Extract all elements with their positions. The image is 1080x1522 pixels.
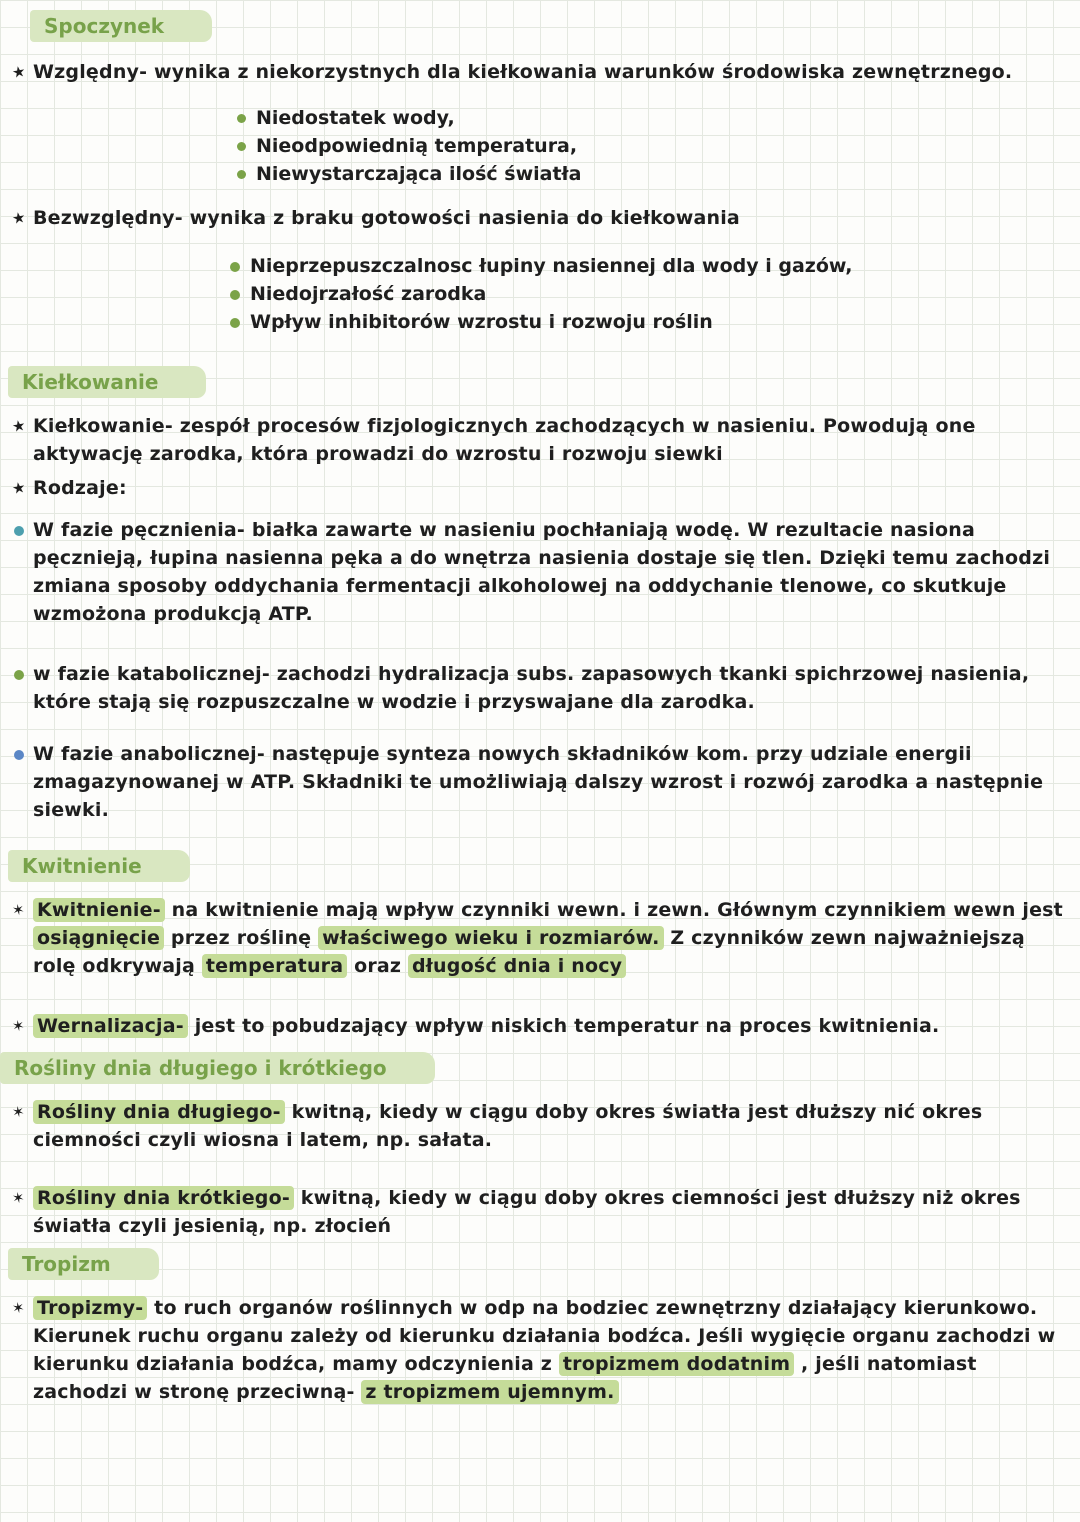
text-segment: Rodzaje: [33,477,127,499]
section-title: Kiełkowanie [8,366,206,398]
sub-bullet-item [237,160,1080,188]
sub-bullet-item [230,280,1080,308]
text-segment: kwitną, kiedy w ciągu doby okres ciemności jest dłuższy niż okres światła czyli jesienią, np. złocień [33,1187,1021,1237]
bullet-column [0,412,33,440]
text-segment: w fazie katabolicznej- zachodzi hydralizacja subs. zapasowych tkanki spichrzowej nasienia, które stają się rozpuszczalne w wodzie i przyswajane dla zarodka. [33,663,1030,713]
text-segment: , jeśli natomiast zachodzi w stronę przeciwną- [33,1353,977,1403]
bullet-column [0,516,33,540]
note-text [33,1294,1080,1406]
star-icon: ✶ [10,1102,27,1122]
highlighted-text: tropizmem dodatnim [559,1352,794,1376]
highlighted-text: Tropizmy- [33,1296,147,1320]
note-text [33,896,1080,980]
highlighted-text: z tropizmem ujemnym. [361,1380,618,1404]
note-item-faza-kataboliczna [0,660,1080,716]
note-item-rosliny-dnia-dlugiego [0,1098,1080,1154]
note-item-rodzaje [0,474,1080,502]
sub-bullet-text: Nieodpowiednią temperatura, [256,135,578,157]
section-title: Tropizm [8,1248,159,1280]
note-text [33,516,1080,628]
dot-icon [230,290,240,300]
note-item-kielkowanie [0,412,1080,468]
sub-bullet-text: Wpływ inhibitorów wzrostu i rozwoju roślin [250,311,713,333]
note-text [33,204,1080,232]
section-header-kwitnienie [8,850,1080,882]
text-segment: to ruch organów roślinnych w odp na bodziec zewnętrzny działający kierunkowo. Kierunek ruchu organu zależy od kierunku działania bodźca. Jeśli wygięcie organu zachodzi w kierunku działania bodźca, mamy odczynienia z [33,1297,1056,1375]
note-item-wzgledny [0,58,1080,86]
dot-icon [14,526,24,536]
bullet-column [0,1098,33,1126]
highlighted-text: Rośliny dnia krótkiego- [33,1186,294,1210]
dot-icon [230,262,240,272]
highlighted-text: temperatura [202,954,347,978]
bullet-column [0,660,33,684]
text-segment: jest to pobudzający wpływ niskich temperatur na proces kwitnienia. [187,1015,940,1037]
note-item-faza-pecznienia [0,516,1080,628]
note-text [33,58,1080,86]
note-item-tropizmy [0,1294,1080,1406]
section-title: Spoczynek [30,10,212,42]
dot-icon [14,670,24,680]
bullet-column [0,474,33,502]
note-item-kwitnienie [0,896,1080,980]
text-segment: W fazie anabolicznej- następuje synteza nowych składników kom. przy udziale energii zmagazynowanej w ATP. Składniki te umożliwiają dalszy wzrost i rozwój zarodka a następnie siewki. [33,743,1044,821]
text-segment: oraz [347,955,408,977]
highlighted-text: Kwitnienie- [33,898,165,922]
text-segment: Z czynników zewn najważniejszą rolę odkrywają [33,927,1025,977]
star-icon: ★ [10,415,27,437]
star-icon: ✶ [10,1298,27,1318]
section-header-kielkowanie [8,366,1080,398]
bullet-column [0,740,33,764]
bullet-column [0,896,33,924]
star-icon: ★ [10,61,27,83]
note-text [33,1184,1080,1240]
sub-bullet-item [230,308,1080,336]
note-item-bezwzgledny [0,204,1080,232]
sub-bullet-text: Niedojrzałość zarodka [250,283,487,305]
sub-bullet-item [237,104,1080,132]
text-segment: na kwitnienie mają wpływ czynniki wewn. i zewn. Głównym czynnikiem wewn jest [164,899,1063,921]
section-header-tropizm [8,1248,1080,1280]
note-text [33,412,1080,468]
dot-icon [237,114,246,123]
star-icon: ★ [10,477,27,499]
highlighted-text: właściwego wieku i rozmiarów. [318,926,663,950]
note-text [33,474,1080,502]
note-item-faza-anaboliczna [0,740,1080,824]
highlighted-text: osiągnięcie [33,926,164,950]
note-item-rosliny-dnia-krotkiego [0,1184,1080,1240]
dot-icon [237,170,246,179]
bullet-column [0,1294,33,1322]
star-icon: ✶ [10,900,27,920]
sub-bullet-list [230,252,1080,336]
bullet-column [0,1012,33,1040]
bullet-column [0,204,33,232]
note-item-wernalizacja [0,1012,1080,1040]
star-icon: ★ [10,207,27,229]
text-segment: Względny- wynika z niekorzystnych dla kiełkowania warunków środowiska zewnętrznego. [33,61,1013,83]
dot-icon [14,750,24,760]
dot-icon [230,318,240,328]
sub-bullet-item [230,252,1080,280]
note-text [33,1098,1080,1154]
bullet-column [0,58,33,86]
section-title: Rośliny dnia długiego i krótkiego [0,1052,435,1084]
note-text [33,660,1080,716]
note-text [33,740,1080,824]
bullet-column [0,1184,33,1212]
highlighted-text: długość dnia i nocy [408,954,626,978]
highlighted-text: Rośliny dnia długiego- [33,1100,285,1124]
sub-bullet-text: Niedostatek wody, [256,107,455,129]
section-header-rosliny [0,1052,1080,1084]
sub-bullet-text: Niewystarczająca ilość światła [256,163,582,185]
text-segment: Kiełkowanie- zespół procesów fizjologicznych zachodzących w nasieniu. Powodują one aktywację zarodka, która prowadzi do wzrostu i rozwoju siewki [33,415,976,465]
sub-bullet-list [237,104,1080,188]
text-segment: przez roślinę [164,927,319,949]
text-segment: kwitną, kiedy w ciągu doby okres światła jest dłuższy nić okres ciemności czyli wiosna i latem, np. sałata. [33,1101,983,1151]
highlighted-text: Wernalizacja- [33,1014,188,1038]
text-segment: W fazie pęcznienia- białka zawarte w nasieniu pochłaniają wodę. W rezultacie nasiona pęcznieją, łupina nasienna pęka a do wnętrza nasienia dostaje się tlen. Dzięki temu zachodzi zmiana sposoby oddychania fermentacji alkoholowej na oddychanie tlenowe, co skutkuje wzmożona produkcją ATP. [33,519,1051,625]
section-title: Kwitnienie [8,850,190,882]
star-icon: ✶ [10,1188,27,1208]
section-header-spoczynek [30,10,1080,42]
dot-icon [237,142,246,151]
sub-bullet-item [237,132,1080,160]
text-segment: Bezwzględny- wynika z braku gotowości nasienia do kiełkowania [33,207,740,229]
star-icon: ✶ [10,1016,27,1036]
note-text [33,1012,1080,1040]
sub-bullet-text: Nieprzepuszczalnosc łupiny nasiennej dla wody i gazów, [250,255,853,277]
